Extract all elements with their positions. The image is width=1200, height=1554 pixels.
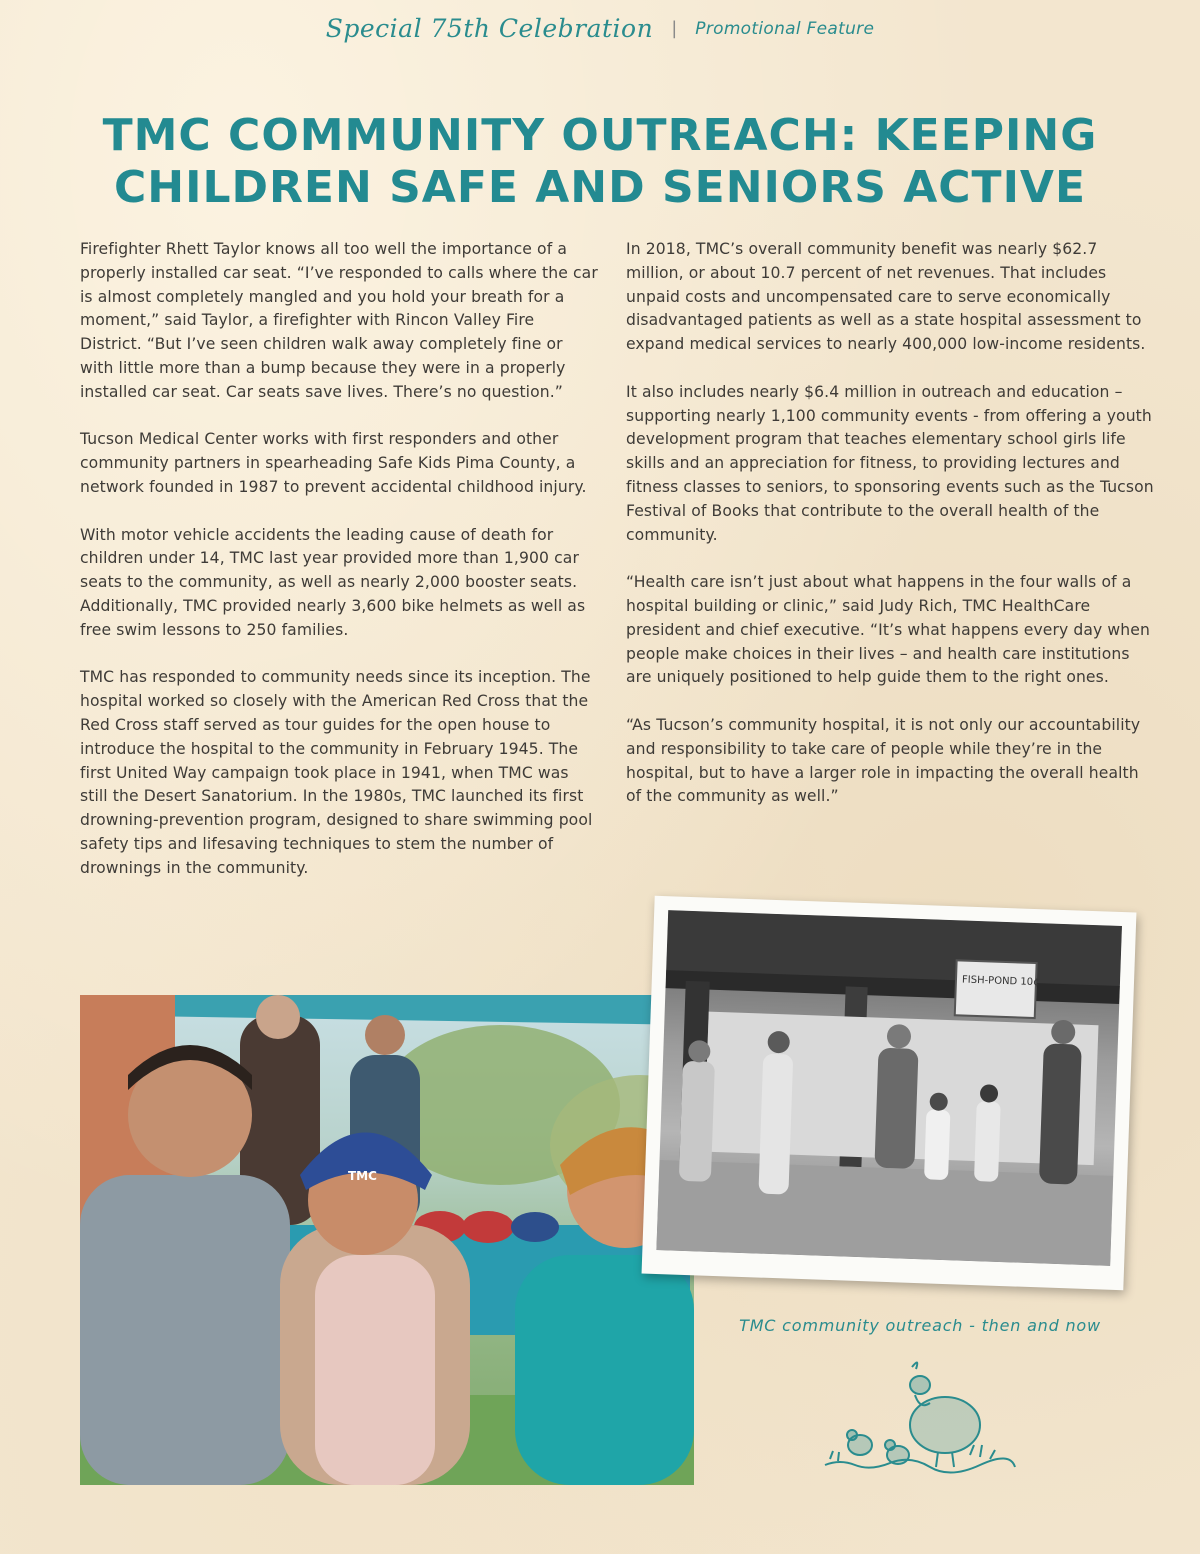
- paragraph: In 2018, TMC’s overall community benefit was nearly $62.7 million, or about 10.7 percent of net revenues. That includes unpaid costs and uncompensated care to serve economically disadvantaged patients as well as a state hospital assessment to expand medical services to nearly 400,000 low-income residents.: [626, 240, 1146, 354]
- left-column: [80, 238, 600, 904]
- quail-family-icon: [820, 1355, 1020, 1490]
- helmet-fitting-illustration: [80, 995, 694, 1485]
- historical-fish-pond-photo: [656, 910, 1122, 1266]
- paragraph: TMC has responded to community needs since its inception. The hospital worked so closely with the American Red Cross that the Red Cross staff served as tour guides for the open house to introduce the hospital to the community in February 1945. The first United Way campaign took place in 1941, when TMC was still the Desert Sanatorium. In the 1980s, TMC launched its first drowning-prevention program, designed to share swimming pool safety tips and lifesaving techniques to stem the number of drownings in the community.: [80, 668, 593, 877]
- helmet-logo-text: TMC: [348, 1169, 377, 1183]
- right-column: [626, 238, 1156, 833]
- historical-photo-frame: [642, 896, 1137, 1291]
- special-celebration-label: Special 75th Celebration: [325, 14, 654, 43]
- paragraph: “As Tucson’s community hospital, it is not only our accountability and responsibility to take care of people while they’re in the hospital, but to have a larger role in impacting the overall health of the community as well.”: [626, 715, 1141, 806]
- page-header: [0, 14, 1200, 43]
- photo-caption: TMC community outreach - then and now: [739, 1316, 1101, 1335]
- fish-pond-sign-text: FISH-POND 10¢: [961, 974, 1040, 989]
- article-title: [40, 110, 1160, 214]
- header-separator: |: [671, 18, 678, 39]
- paragraph: “Health care isn’t just about what happens in the four walls of a hospital building or clinic,” said Judy Rich, TMC HealthCare president and chief executive. “It’s what happens every day when people make choices in their lives – and health care institutions are uniquely positioned to help guide them to the right ones.: [626, 573, 1150, 687]
- paragraph: Tucson Medical Center works with first responders and other community partners in spearheading Safe Kids Pima County, a network founded in 1987 to prevent accidental childhood injury.: [80, 430, 587, 496]
- promotional-feature-label: Promotional Feature: [695, 18, 875, 39]
- paragraph: It also includes nearly $6.4 million in outreach and education – supporting nearly 1,100 community events - from offering a youth development program that teaches elementary school girls life skills and an appreciation for fitness, to providing lectures and fitness classes to seniors, to sponsoring events such as the Tucson Festival of Books that contribute to the overall health of the community.: [626, 382, 1154, 544]
- title-line-1: TMC COMMUNITY OUTREACH: KEEPING: [102, 110, 1098, 161]
- paragraph: Firefighter Rhett Taylor knows all too well the importance of a properly installed car seat. “I’ve responded to calls where the car is almost completely mangled and you hold your breath for a moment,” said Taylor, a firefighter with Rincon Valley Fire District. “But I’ve seen children walk away completely fine or with little more than a bump because they were in a properly installed car seat. Car seats save lives. There’s no question.”: [80, 240, 598, 401]
- paragraph: With motor vehicle accidents the leading cause of death for children under 14, TMC last year provided more than 1,900 car seats to the community, as well as nearly 2,000 booster seats. Additionally, TMC provided nearly 3,600 bike helmets as well as free swim lessons to 250 families.: [80, 525, 586, 639]
- fish-pond-illustration: [656, 910, 1122, 1266]
- title-line-2: CHILDREN SAFE AND SENIORS ACTIVE: [113, 162, 1087, 213]
- helmet-fitting-photo: [80, 995, 694, 1485]
